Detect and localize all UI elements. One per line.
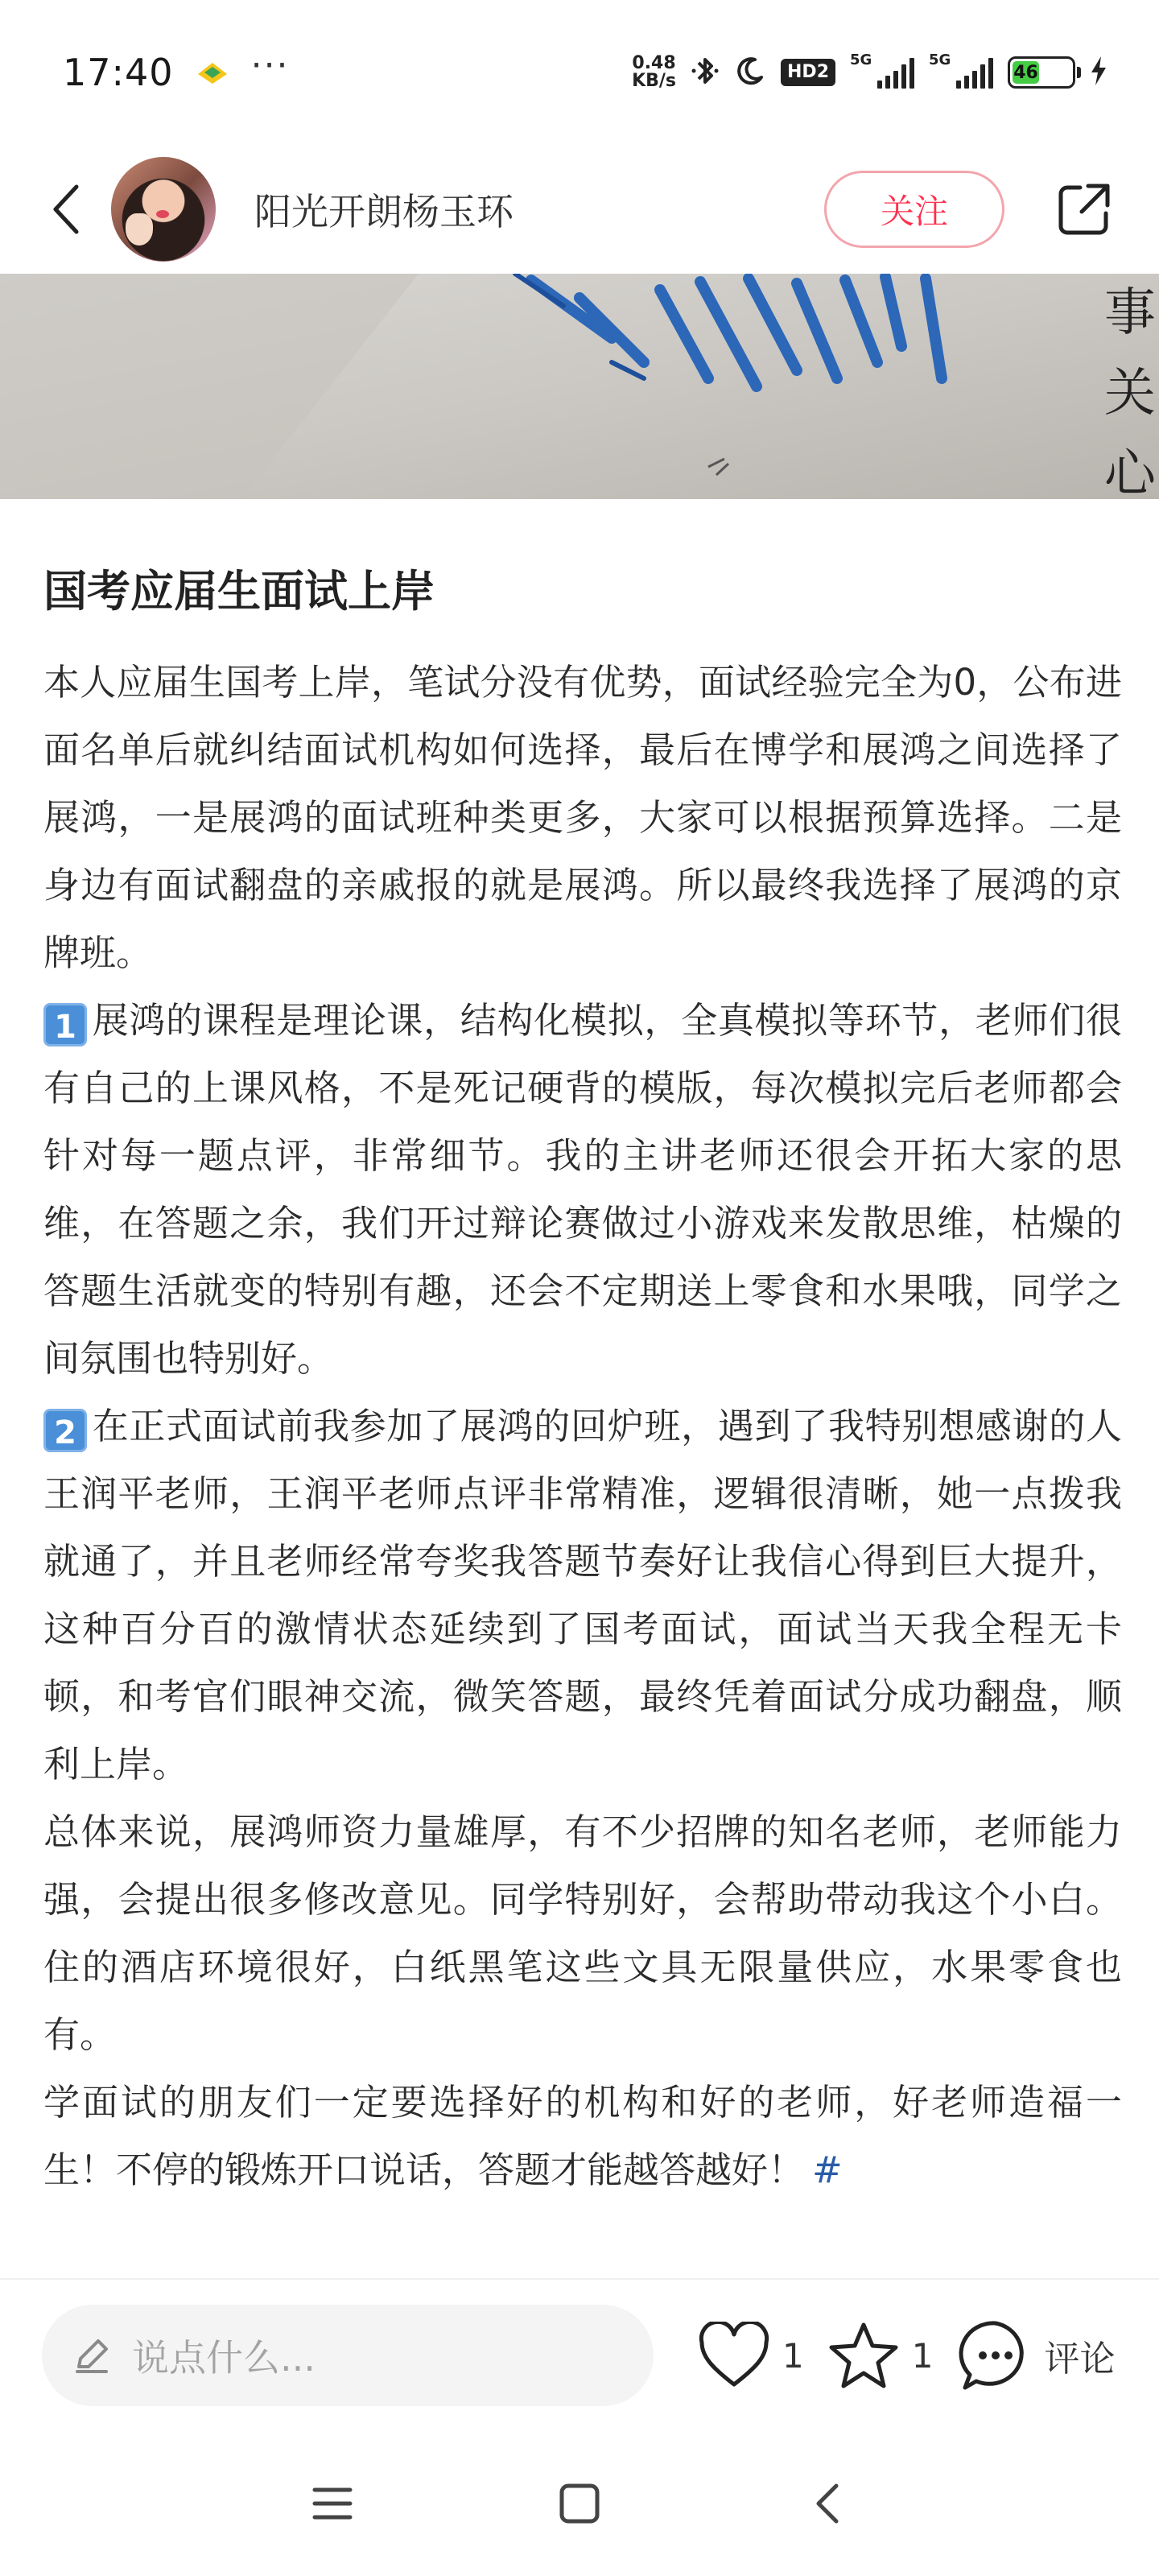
comment-input[interactable] — [42, 2305, 654, 2406]
status-right — [632, 53, 1107, 92]
article-title: 国考应届生面试上岸 — [43, 566, 435, 617]
network-speed — [632, 55, 676, 90]
more-dots: ··· — [250, 45, 290, 86]
collect-button[interactable] — [827, 2320, 934, 2391]
author-name[interactable]: 阳光开朗杨玉环 — [254, 190, 514, 233]
menu-icon — [310, 2483, 355, 2524]
like-button[interactable] — [697, 2322, 804, 2389]
net-speed-unit: KB/s — [632, 71, 677, 91]
comment-label: 评论 — [1044, 2339, 1116, 2380]
author-avatar[interactable] — [111, 157, 216, 262]
banner-char-2: 关 — [1104, 364, 1156, 423]
collect-count: 1 — [911, 2335, 934, 2376]
share-button[interactable] — [1053, 178, 1116, 241]
article-body — [43, 649, 1122, 2204]
home-button[interactable] — [543, 2467, 616, 2540]
article — [43, 555, 1122, 2204]
paragraph-refresher-text: 在正式面试前我参加了展鸿的回炉班，遇到了我特别想感谢的人王润平老师，王润平老师点评非常精准，逻辑很清晰，她一点拨我就通了，并且老师经常夸奖我答题节奏好让我信心得到巨大提升，这种百分百的激情状态延续到了国考面试，面试当天我全程无卡顿，和考官们眼神交流，微笑答题，最终凭着面试分成功翻盘，顺利上岸。 — [43, 1405, 1122, 1785]
paragraph-course — [43, 987, 1122, 1393]
number-badge-2: 2 — [43, 1409, 87, 1452]
hd-badge: HD2 — [781, 59, 835, 86]
post-image[interactable] — [0, 274, 1159, 499]
signal-strength-1 — [850, 52, 914, 89]
like-count: 1 — [782, 2335, 804, 2376]
bluetooth-icon — [691, 53, 720, 92]
home-square-icon — [558, 2482, 601, 2525]
back-button[interactable] — [39, 173, 95, 246]
back-arrow-icon — [51, 184, 83, 235]
star-icon — [827, 2320, 901, 2391]
status-left — [63, 45, 290, 94]
share-icon — [1056, 181, 1112, 237]
paragraph-intro: 本人应届生国考上岸，笔试分没有优势，面试经验完全为0，公布进面名单后就纠结面试机构如何选择，最后在博学和展鸿之间选择了展鸿，一是展鸿的面试班种类更多，大家可以根据预算选择。二是身边有面试翻盘的亲戚报的就是展鸿。所以最终我选择了展鸿的京牌班。 — [43, 661, 1122, 974]
hashtag-link[interactable]: # — [812, 2149, 843, 2191]
comment-placeholder: 说点什么... — [132, 2336, 316, 2380]
back-nav-button[interactable] — [790, 2467, 863, 2540]
signal-2-label: 5G — [929, 52, 951, 68]
post-header — [0, 145, 1159, 274]
menu-button[interactable] — [296, 2467, 369, 2540]
follow-button[interactable]: 关注 — [824, 171, 1004, 248]
banner-char-1: 事 — [1104, 283, 1156, 343]
app-notification-icon — [193, 56, 232, 89]
paragraph-summary: 总体来说，展鸿师资力量雄厚，有不少招牌的知名老师，老师能力强，会提出很多修改意见。同学特别好，会帮助带动我这个小白。住的酒店环境很好，白纸黑笔这些文具无限量供应，水果零食也有。 — [43, 1810, 1122, 2056]
status-time: 17:40 — [63, 51, 174, 94]
paragraph-advice — [43, 2069, 1122, 2204]
pencil-icon — [71, 2334, 113, 2376]
moon-icon — [734, 55, 766, 90]
signal-1-label: 5G — [850, 52, 872, 68]
back-chevron-icon — [810, 2481, 843, 2526]
signal-strength-2 — [929, 52, 993, 89]
system-nav-bar — [0, 2431, 1159, 2576]
post-image-art — [0, 274, 1159, 499]
battery-level: 46 — [1013, 62, 1038, 83]
comment-button[interactable] — [959, 2318, 1115, 2392]
comment-bubble-icon — [959, 2318, 1033, 2392]
paragraph-course-text: 展鸿的课程是理论课，结构化模拟，全真模拟等环节，老师们很有自己的上课风格，不是死记硬背的模版，每次模拟完后老师都会针对每一题点评，非常细节。我的主讲老师还很会开拓大家的思维，在答题之余，我们开过辩论赛做过小游戏来发散思维，枯燥的答题生活就变的特别有趣，还会不定期送上零食和水果哦，同学之间氛围也特别好。 — [43, 999, 1122, 1380]
heart-icon — [697, 2322, 771, 2389]
status-bar — [0, 0, 1159, 145]
banner-char-3: 心 — [1104, 444, 1156, 499]
paragraph-advice-text: 学面试的朋友们一定要选择好的机构和好的老师，好老师造福一生！不停的锻炼开口说话，答题才能越答越好！ — [43, 2081, 1122, 2191]
net-speed-value: 0.48 — [632, 53, 676, 73]
number-badge-1: 1 — [43, 1003, 87, 1046]
charging-icon — [1090, 55, 1107, 90]
bottom-action-bar — [0, 2278, 1159, 2431]
battery-indicator — [1008, 56, 1075, 89]
paragraph-refresher — [43, 1393, 1122, 1798]
